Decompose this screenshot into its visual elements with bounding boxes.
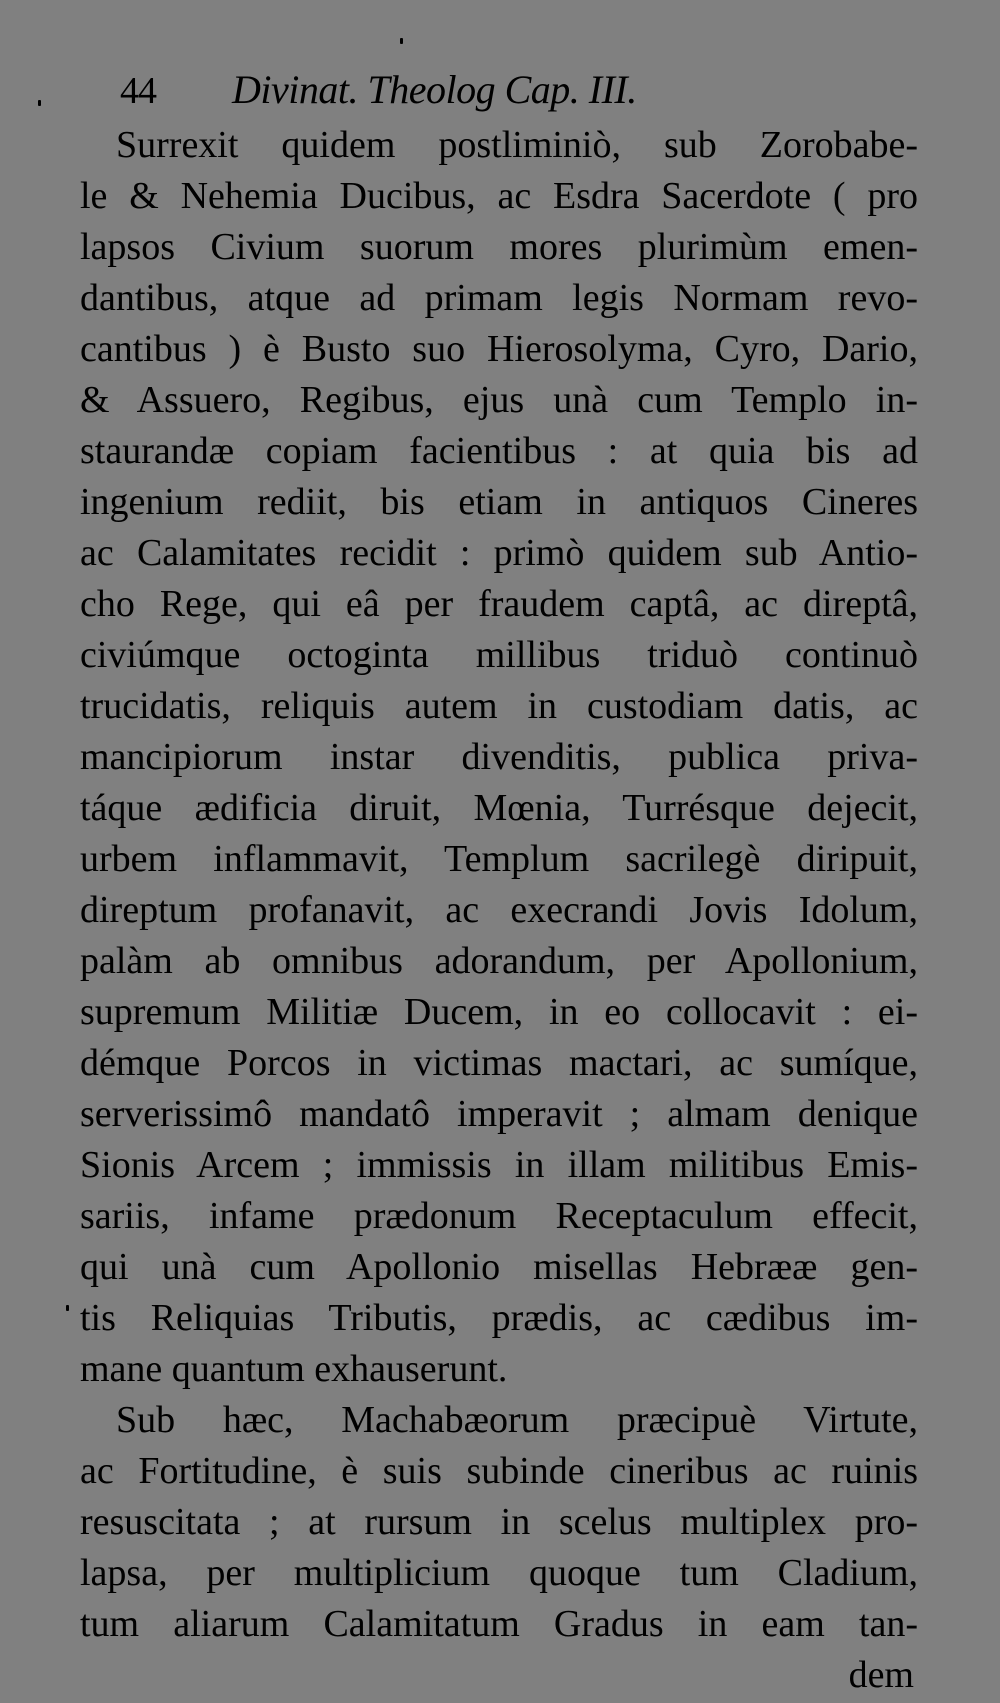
text-line: Surrexit quidem postliminiò, sub Zorobabe- [116,124,918,166]
paragraph-2 [80,1395,918,1650]
paragraph-1 [80,120,918,1395]
text-line: qui unà cum Apollonio misellas Hebrææ gen- [80,1246,918,1288]
text-line: Sub hæc, Machabæorum præcipuè Virtute, [116,1399,918,1441]
text-line: mancipiorum instar divenditis, publica priva- [80,736,918,778]
page-number: 44 [120,70,156,112]
text-line: sariis, infame prædonum Receptaculum effecit, [80,1195,918,1237]
text-line: staurandæ copiam facientibus : at quia bis ad [80,430,918,472]
text-line: le & Nehemia Ducibus, ac Esdra Sacerdote ( pro [80,175,918,217]
text-line: urbem inflammavit, Templum sacrilegè diripuit, [80,838,918,880]
text-line: supremum Militiæ Ducem, in eo collocavit : ei- [80,991,918,1033]
text-line: lapsa, per multiplicium quoque tum Cladium, [80,1552,918,1594]
text-line: resuscitata ; at rursum in scelus multiplex pro- [80,1501,918,1543]
ink-speck [38,100,41,106]
ink-speck [66,1305,69,1311]
text-line: táque ædificia diruit, Mœnia, Turrésque dejecit, [80,787,918,829]
text-line: palàm ab omnibus adorandum, per Apollonium, [80,940,918,982]
text-line: Sionis Arcem ; immissis in illam militibus Emis- [80,1144,918,1186]
text-line: tis Reliquias Tributis, prædis, ac cædibus im- [80,1297,918,1339]
text-line: dantibus, atque ad primam legis Normam revo- [80,277,918,319]
text-line: tum aliarum Calamitatum Gradus in eam tan- [80,1603,918,1645]
body-text [80,120,918,1701]
text-line: ac Calamitates recidit : primò quidem sub Antio- [80,532,918,574]
running-head: Divinat. Theolog Cap. III. [232,67,637,112]
text-line: serverissimô mandatô imperavit ; almam denique [80,1093,918,1135]
ink-speck [400,38,403,44]
text-line: ingenium rediit, bis etiam in antiquos Cineres [80,481,918,523]
catchword: dem [848,1654,914,1696]
text-line: cho Rege, qui eâ per fraudem captâ, ac direptâ, [80,583,918,625]
text-line: démque Porcos in victimas mactari, ac sumíque, [80,1042,918,1084]
text-line: direptum profanavit, ac execrandi Jovis Idolum, [80,889,918,931]
text-line: lapsos Civium suorum mores plurimùm emen- [80,226,918,268]
text-line: cantibus ) è Busto suo Hierosolyma, Cyro, Dario, [80,328,918,370]
text-line: civiúmque octoginta millibus triduò continuò [80,634,918,676]
text-line: trucidatis, reliquis autem in custodiam datis, ac [80,685,918,727]
text-line: & Assuero, Regibus, ejus unà cum Templo in- [80,379,918,421]
text-line: mane quantum exhauserunt. [80,1348,508,1390]
page-header [120,66,637,120]
text-line: ac Fortitudine, è suis subinde cineribus ac ruinis [80,1450,918,1492]
